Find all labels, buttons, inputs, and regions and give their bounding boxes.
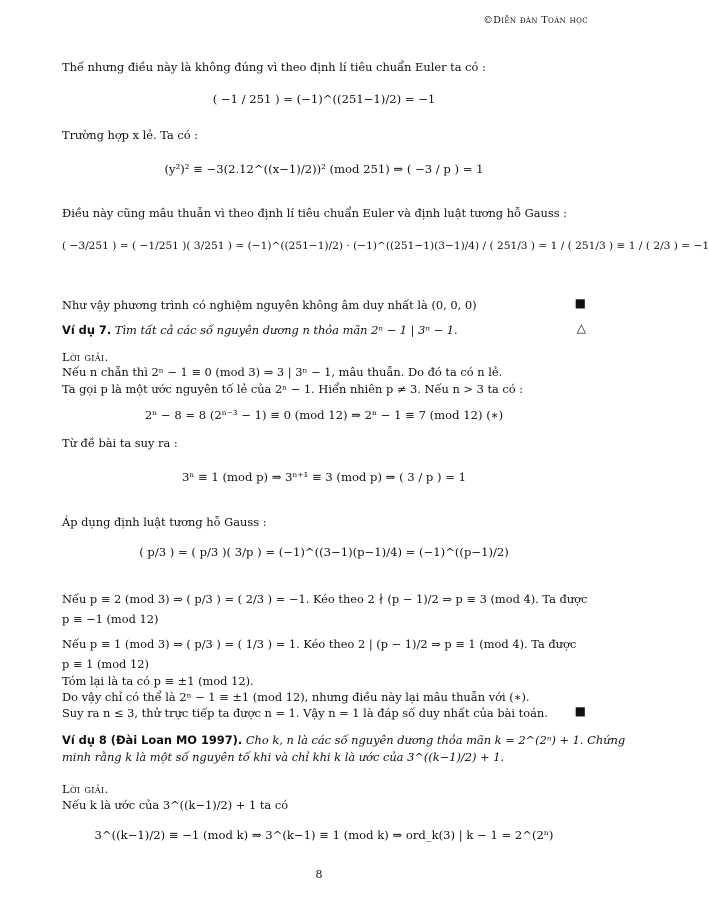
paragraph: Nếu p ≡ 2 (mod 3) ⇒ ( p/3 ) = ( 2/3 ) = −1. Kéo theo 2 ∤ (p − 1)/2 ⇒ p ≡ 3 (mod 4). Ta được — [62, 592, 588, 606]
qed-icon: ■ — [574, 296, 586, 310]
paragraph: Áp dụng định luật tương hỗ Gauss : — [62, 515, 267, 529]
triangle-icon: △ — [576, 321, 586, 335]
paragraph: Điều này cũng mâu thuẫn vì theo định lí tiêu chuẩn Euler và định luật tương hỗ Gauss : — [62, 206, 568, 220]
paragraph: Nếu k là ước của 3^((k−1)/2) + 1 ta có — [62, 798, 289, 812]
equation: ( −1 / 251 ) = (−1)^((251−1)/2) = −1 — [212, 92, 436, 106]
paragraph: Do vậy chỉ có thể là 2ⁿ − 1 ≡ ±1 (mod 12), nhưng điều này lại mâu thuẫn với (∗). — [62, 690, 530, 704]
solution-heading: Lời giải. — [62, 782, 109, 796]
equation: 3^((k−1)/2) ≡ −1 (mod k) ⇒ 3^(k−1) ≡ 1 (mod k) ⇒ ord_k(3) | k − 1 = 2^(2ⁿ) — [94, 828, 554, 842]
paragraph: p ≡ −1 (mod 12) — [62, 612, 159, 626]
equation: 2ⁿ − 8 = 8 (2ⁿ⁻³ − 1) ≡ 0 (mod 12) ⇒ 2ⁿ − 1 ≡ 7 (mod 12) (∗) — [144, 408, 504, 422]
paragraph: Suy ra n ≤ 3, thử trực tiếp ta được n = 1. Vậy n = 1 là đáp số duy nhất của bài toán. — [62, 706, 548, 720]
example-statement: Tìm tất cả các số nguyên dương n thỏa mãn 2ⁿ − 1 | 3ⁿ − 1. — [114, 323, 458, 337]
paragraph: Trường hợp x lẻ. Ta có : — [62, 128, 199, 142]
paragraph: Nếu p ≡ 1 (mod 3) ⇒ ( p/3 ) = ( 1/3 ) = 1. Kéo theo 2 | (p − 1)/2 ⇒ p ≡ 1 (mod 4). Ta được — [62, 637, 577, 651]
paragraph: Từ đề bài ta suy ra : — [62, 436, 178, 450]
paragraph: Nếu n chẵn thì 2ⁿ − 1 ≡ 0 (mod 3) ⇒ 3 | 3ⁿ − 1, mâu thuẫn. Do đó ta có n lẻ. — [62, 365, 503, 379]
paragraph: Thế nhưng điều này là không đúng vì theo định lí tiêu chuẩn Euler ta có : — [62, 60, 486, 74]
paragraph: p ≡ 1 (mod 12) — [62, 657, 149, 671]
example-statement: minh rằng k là một số nguyên tố khi và chỉ khi k là ước của 3^((k−1)/2) + 1. — [62, 750, 505, 764]
equation: (y²)² ≡ −3(2.12^((x−1)/2))² (mod 251) ⇒ ( −3 / p ) = 1 — [164, 162, 484, 176]
page-header: ©Diễn đàn Toán học — [483, 15, 588, 26]
paragraph: Ta gọi p là một ước nguyên tố lẻ của 2ⁿ − 1. Hiển nhiên p ≠ 3. Nếu n > 3 ta có : — [62, 382, 524, 396]
equation: ( p/3 ) = ( p/3 )( 3/p ) = (−1)^((3−1)(p−1)/4) = (−1)^((p−1)/2) — [139, 545, 509, 559]
solution-heading: Lời giải. — [62, 350, 109, 364]
qed-icon: ■ — [574, 704, 586, 718]
paragraph: Như vậy phương trình có nghiệm nguyên không âm duy nhất là (0, 0, 0) — [62, 298, 477, 312]
example-statement: Cho k, n là các số nguyên dương thỏa mãn k = 2^(2ⁿ) + 1. Chứng — [245, 733, 626, 747]
example-title: Ví dụ 8 (Đài Loan MO 1997). — [62, 733, 243, 747]
paragraph: Tóm lại là ta có p ≡ ±1 (mod 12). — [62, 674, 254, 688]
example-title: Ví dụ 7. — [62, 323, 112, 337]
equation: 3ⁿ ≡ 1 (mod p) ⇒ 3ⁿ⁺¹ ≡ 3 (mod p) ⇒ ( 3 / p ) = 1 — [181, 470, 467, 484]
page-number: 8 — [315, 868, 323, 881]
equation: ( −3/251 ) = ( −1/251 )( 3/251 ) = (−1)^((251−1)/2) · (−1)^((251−1)(3−1)/4) / ( 251/3 ) = 1 / ( 251/3 ) ≡ 1 / ( 2/3 ) = −1 — [62, 240, 709, 252]
